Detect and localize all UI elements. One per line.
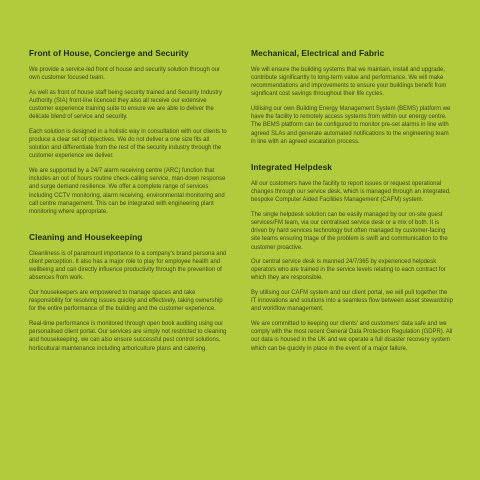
paragraph: We are supported by a 24/7 alarm receiving centre (ARC) function that includes an out of hours routine check-calling service, man-down response and surge demand resilience. We offer a complete range of services including CCTV monitoring, alarm receiving, environmental monitoring and call centre management. This can be integrated with engineering plant monitoring where appropriate. (29, 168, 226, 215)
paragraph: As well as front of house staff being security trained and Security Industry Authority (SIA) front-line licenced they also all receive our extensive customer experience training suite to ensure we are able to deliver the delicate blend of service and security. (29, 89, 222, 121)
paragraph: Our central service desk is manned 24/7/365 by experienced helpdesk operators who are trained in the service levels relating to each contract for which they are responsible. (251, 259, 446, 282)
front-of-house-section (29, 48, 231, 216)
right-column (251, 48, 453, 359)
cleaning-section (29, 232, 231, 353)
mechanical-section (251, 48, 453, 146)
section-heading: Mechanical, Electrical and Fabric (251, 48, 385, 58)
paragraph: Real-time performance is monitored through open book auditing using our personalised client portal. Our services are simply not restricted to cleaning and housekeeping, we can also ensure successful pest control solutions, horticultural maintenance including arboriculture plans and catering. (29, 321, 227, 352)
left-column (29, 48, 231, 359)
paragraph: We are committed to keeping our clients' and customers' data safe and we comply with the most recent General Data Protection Regulation (GDPR). All our data is housed in the UK and we operate a full disaster recovery system which can be quickly in place in the event of a major failure. (251, 321, 453, 352)
paragraph: We will ensure the building systems that we maintain, install and upgrade, contribute significantly to long-term value and performance. We will make recommendations and improvements to ensure your buildings benefit from significant cost savings throughout their life cycles. (251, 67, 447, 98)
paragraph: Cleanliness is of paramount importance to a company's brand persona and client perception. It also has a major role to play for employee health and wellbeing and can directly influence productivity through the prevention of absences from work. (29, 251, 227, 282)
paragraph: By utilising our CAFM system and our client portal, we will pull together the IT innovations and solutions into a seamless flow between asset stewardship and workflow management. (251, 290, 453, 313)
paragraph: Each solution is designed in a holistic way in consultation with our clients to produce a clear set of objectives. We do not deliver a one size fits all solution and differentiate from the rest of the security industry through the customer experience we deliver. (29, 128, 227, 160)
paragraph: All our customers have the facility to report issues or request operational changes through our service desk, which is managed through an integrated, bespoke Computer Aided Facilities Management (CAFM) system. (251, 180, 451, 204)
paragraph: Utilising our own Building Energy Management System (BEMS) platform we have the facility to remotely access systems from within our energy centre. The BEMS platform can be configured to monitor pre-set alarms in line with agreed SLAs and generate automated notifications to the engineering team in line with an agreed escalation process. (251, 106, 451, 145)
helpdesk-section (251, 162, 453, 353)
section-heading: Integrated Helpdesk (251, 161, 332, 172)
section-heading: Front of House, Concierge and Security (29, 48, 189, 58)
section-heading: Cleaning and Housekeeping (29, 232, 143, 242)
paragraph: We provide a service-led front of house and security solution through our own customer focused team. (29, 67, 220, 82)
paragraph: The single helpdesk solution can be easily managed by our on-site guest services/FM team, via our centralised service desk or a mix of both. It is driven by hard services technology but often managed by customer-facing site teams ensuring triage of the problem is swift and communication to the customer proactive. (251, 211, 448, 251)
paragraph: Our housekeepers are empowered to manage spaces and take responsibility for resolving issues quickly and effectively, taking ownership for the entire performance of the building and the customer experience. (29, 290, 223, 313)
